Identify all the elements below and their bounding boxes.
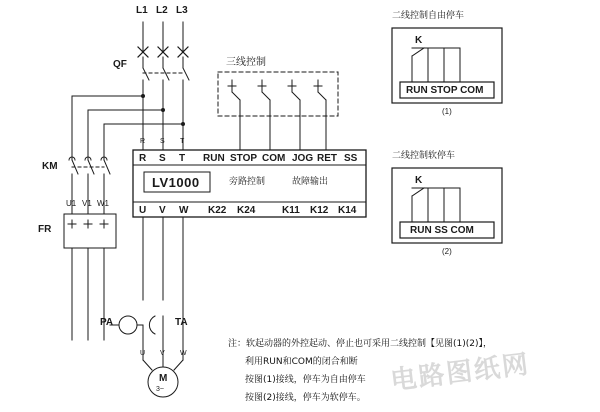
note-line-3: 按图(1)接线，停车为自由停车 xyxy=(245,375,366,385)
panel1-caption: 二线控制自由停车 xyxy=(392,11,465,21)
note-line-2: 利用RUN和COM的闭合和断 xyxy=(245,357,358,367)
fault-output-label: 故障输出 xyxy=(292,177,329,187)
starter-small-terminal-t: T xyxy=(180,138,185,145)
starter-terminal-k11: K11 xyxy=(282,205,300,216)
panel2-caption: 二线控制软停车 xyxy=(392,151,456,161)
motor-label: M xyxy=(159,373,168,384)
km-terminal-u1: U1 xyxy=(66,199,77,208)
panel1-terminals: RUN STOP COM xyxy=(406,85,484,96)
ammeter-label: PA xyxy=(100,317,114,328)
bypass-control-label: 旁路控制 xyxy=(229,177,266,187)
starter-terminal-ss: SS xyxy=(344,153,358,164)
watermark: 电路图纸网 xyxy=(388,349,532,397)
starter-terminal-w: W xyxy=(179,205,189,216)
panel2-switch-label: K xyxy=(415,175,423,186)
three-wire-control-label: 三线控制 xyxy=(226,57,266,68)
panel2-terminals: RUN SS COM xyxy=(410,225,474,236)
qf-label: QF xyxy=(113,59,127,70)
motor-phase-label: 3~ xyxy=(156,386,164,393)
panel1-switch-label: K xyxy=(415,35,423,46)
supply-label-l1: L1 xyxy=(136,5,148,16)
note-line-1: 注：软起动器的外控起动、停止也可采用二线控制【见图(1)(2)】， xyxy=(228,339,492,349)
starter-terminal-k24: K24 xyxy=(237,205,256,216)
starter-terminal-k22: K22 xyxy=(208,205,227,216)
motor-phase-u: U xyxy=(140,350,146,357)
starter-terminal-k12: K12 xyxy=(310,205,329,216)
starter-small-terminal-s: S xyxy=(160,138,165,145)
supply-label-l2: L2 xyxy=(156,5,168,16)
starter-terminal-jog: JOG xyxy=(292,153,314,164)
starter-terminal-u: U xyxy=(139,205,147,216)
starter-terminal-r: R xyxy=(139,153,147,164)
km-terminal-v1: V1 xyxy=(82,199,92,208)
starter-terminal-v: V xyxy=(159,205,166,216)
note-line-4: 按图(2)接线，停车为软停车。 xyxy=(245,393,366,403)
starter-terminal-s: S xyxy=(159,153,166,164)
fr-label: FR xyxy=(38,224,52,235)
motor-phase-w: W xyxy=(180,350,187,357)
km-label: KM xyxy=(42,161,58,172)
panel1-index: (1) xyxy=(442,107,452,116)
starter-terminal-run: RUN xyxy=(203,153,225,164)
starter-terminal-t: T xyxy=(179,153,186,164)
km-terminal-w1: W1 xyxy=(97,199,109,208)
supply-label-l3: L3 xyxy=(176,5,188,16)
panel2-index: (2) xyxy=(442,247,452,256)
starter-terminal-com: COM xyxy=(262,153,286,164)
starter-terminal-ret: RET xyxy=(317,153,337,164)
starter-small-terminal-r: R xyxy=(140,138,146,145)
starter-terminal-stop: STOP xyxy=(230,153,258,164)
starter-terminal-k14: K14 xyxy=(338,205,357,216)
starter-model-label: LV1000 xyxy=(152,175,200,190)
ct-label: TA xyxy=(175,317,188,328)
motor-phase-v: V xyxy=(160,350,165,357)
